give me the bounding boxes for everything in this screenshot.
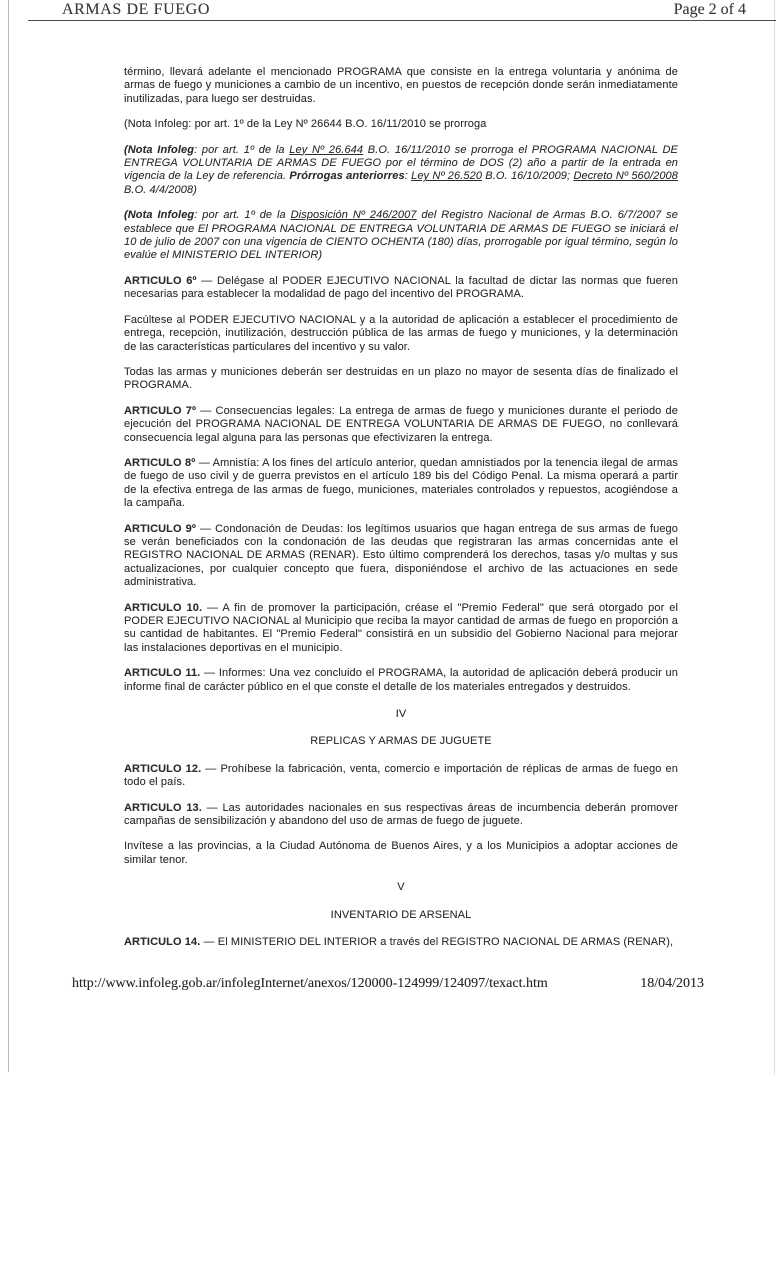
text-run: — Consecuencias legales: La entrega de armas de fuego y municiones durante el periodo de ejecución del PROGRAMA NACIONAL DE ENTREGA VOLUNTARIA DE ARMAS DE FUEGO, no conllevará consecuencia legal alguna para las personas que efectivizaren la entrega. (124, 404, 678, 444)
text-run: V (397, 881, 405, 894)
text-run: ARTICULO 11. (124, 667, 201, 680)
section-number-iv (124, 708, 678, 721)
text-run: B.O. 4/4/2008) (124, 183, 197, 196)
nota-infoleg-prorroga-line (124, 118, 678, 131)
text-run: (Nota Infoleg: por art. 1º de la Ley Nº 26644 B.O. 16/11/2010 se prorroga (124, 118, 487, 131)
para-intro (124, 66, 678, 106)
scan-right-edge (774, 0, 775, 1075)
document-body (124, 66, 678, 962)
articulo-6 (124, 275, 678, 302)
header-divider (28, 20, 776, 21)
text-run: Facúltese al PODER EJECUTIVO NACIONAL y a la autoridad de aplicación a establecer el procedimiento de entrega, recepción, inutilización, destrucción pública de las armas de fuego y municiones, y la determinación de las características particulares del incentivo y su valor. (124, 313, 678, 353)
text-run: : por art. 1º de la (194, 143, 290, 156)
text-run: INVENTARIO DE ARSENAL (330, 908, 472, 921)
text-run: (Nota Infoleg (124, 143, 195, 156)
articulo-9 (124, 523, 678, 590)
text-run: ARTICULO 13. (124, 801, 202, 814)
text-run: — Prohíbese la fabricación, venta, comercio e importación de réplicas de armas de fuego en todo el país. (124, 762, 678, 789)
section-title-inventario (124, 909, 678, 922)
scan-left-edge (8, 0, 9, 1072)
text-run: — Condonación de Deudas: los legítimos usuarios que hagan entrega de sus armas de fuego se verán beneficiados con la condonación de las deudas que registraran las armas concernidas ante el REGISTRO NACIONAL DE ARMAS (RENAR). Esto último comprenderá los derechos, tasas y/o multas y sus actualizaciones, por cualquier concepto que fuera, disponiéndose el archivo de las actuaciones en sede administrativa. (124, 522, 678, 589)
section-title-replicas (124, 735, 678, 748)
page-header (62, 1, 746, 19)
text-run: ARTICULO 9º (124, 522, 196, 535)
text-run: : por art. 1º de la (194, 209, 291, 222)
text-run: B.O. 16/11/2010 se prorroga el PROGRAMA NACIONAL DE ENTREGA VOLUNTARIA DE ARMAS DE FUEGO por el término de DOS (2) año a partir de la entrada en vigencia de la Ley de referencia. (124, 143, 678, 183)
text-run: Invítese a las provincias, a la Ciudad Autónoma de Buenos Aires, y a los Municipios a adoptar acciones de similar tenor. (124, 840, 678, 866)
text-run: Prórrogas anteriorres (289, 170, 405, 183)
section-number-v (124, 881, 678, 894)
text-run: B.O. 16/10/2009; (482, 170, 574, 183)
text-run: : (404, 170, 412, 183)
reference-link: Disposición Nº 246/2007 (290, 209, 417, 222)
text-run: ARTICULO 7º (124, 404, 197, 417)
text-run: ARTICULO 8º (124, 456, 196, 469)
print-date: 18/04/2013 (640, 976, 704, 991)
articulo-8 (124, 457, 678, 511)
text-run: — El MINISTERIO DEL INTERIOR a través del REGISTRO NACIONAL DE ARMAS (RENAR), (200, 936, 674, 949)
articulo-12 (124, 763, 678, 790)
reference-link: Ley Nº 26.520 (411, 170, 483, 183)
document-title: ARMAS DE FUEGO (62, 1, 210, 18)
articulo-7 (124, 405, 678, 445)
articulo-14 (124, 936, 678, 949)
text-run: REPLICAS Y ARMAS DE JUGUETE (310, 735, 492, 748)
nota-infoleg-ley-26644 (124, 144, 678, 198)
text-run: término, llevará adelante el mencionado PROGRAMA que consiste en la entrega voluntaria y anónima de armas de fuego y municiones a cambio de un incentivo, en puestos de recepción donde serán inmediatamente inutilizadas, para luego ser destruidas. (124, 66, 678, 105)
reference-link: Decreto Nº 560/2008 (573, 170, 678, 183)
text-run: — Informes: Una vez concluido el PROGRAMA, la autoridad de aplicación deberá producir un informe final de carácter público en el que conste el detalle de los materiales entregados y destruidos. (124, 667, 678, 693)
articulo-11 (124, 667, 678, 694)
text-run: — Amnistía: A los fines del artículo anterior, quedan amnistiados por la tenencia ilegal de armas de fuego de uso civil y de guerra previstos en el artículo 189 bis del Código Penal. La misma operará a partir de la efectiva entrega de las armas de fuego, municiones, materiales controlados y repuestos, acogiéndose a la campaña. (124, 456, 678, 510)
page-footer (72, 976, 704, 992)
articulo-13-invitese (124, 840, 678, 867)
articulo-13 (124, 802, 678, 829)
text-run: ARTICULO 12. (124, 762, 202, 775)
text-run: — A fin de promover la participación, créase el "Premio Federal" que será otorgado por el PODER EJECUTIVO NACIONAL al Municipio que reciba la mayor cantidad de armas de fuego en proporción a su cantidad de habitantes. El "Premio Federal" consistirá en un subsidio del Gobierno Nacional para mejorar las instalaciones deportivas en el municipio. (124, 601, 678, 654)
source-url: http://www.infoleg.gob.ar/infolegInternet/anexos/120000-124999/124097/texact.htm (72, 976, 548, 991)
text-run: — Delégase al PODER EJECUTIVO NACIONAL la facultad de dictar las normas que fueren necesarias para establecer la modalidad de pago del incentivo del PROGRAMA. (124, 274, 678, 301)
text-run: (Nota Infoleg (124, 209, 195, 222)
text-run: ARTICULO 14. (124, 936, 201, 949)
text-run: — Las autoridades nacionales en sus respectivas áreas de incumbencia deberán promover campañas de sensibilización y abandono del uso de armas de fuego de juguete. (124, 801, 678, 828)
articulo-6-facultese (124, 314, 678, 354)
articulo-10 (124, 602, 678, 656)
nota-infoleg-disposicion-246-2007 (124, 209, 678, 263)
text-run: Todas las armas y municiones deberán ser destruidas en un plazo no mayor de sesenta días de finalizado el PROGRAMA. (124, 365, 678, 392)
page-indicator: Page 2 of 4 (673, 1, 746, 18)
articulo-6-destruccion (124, 366, 678, 393)
text-run: ARTICULO 6º (124, 274, 197, 287)
text-run: ARTICULO 10. (124, 601, 203, 614)
text-run: IV (395, 708, 407, 721)
reference-link: Ley Nº 26.644 (289, 143, 364, 156)
text-run: del Registro Nacional de Armas B.O. 6/7/2007 se establece que El PROGRAMA NACIONAL DE ENTREGA VOLUNTARIA DE ARMAS DE FUEGO se iniciará el 10 de julio de 2007 con una vigencia de CIENTO OCHENTA (180) días, prorrogable por igual término, según lo evalúe el MINISTERIO DEL INTERIOR) (124, 209, 679, 262)
